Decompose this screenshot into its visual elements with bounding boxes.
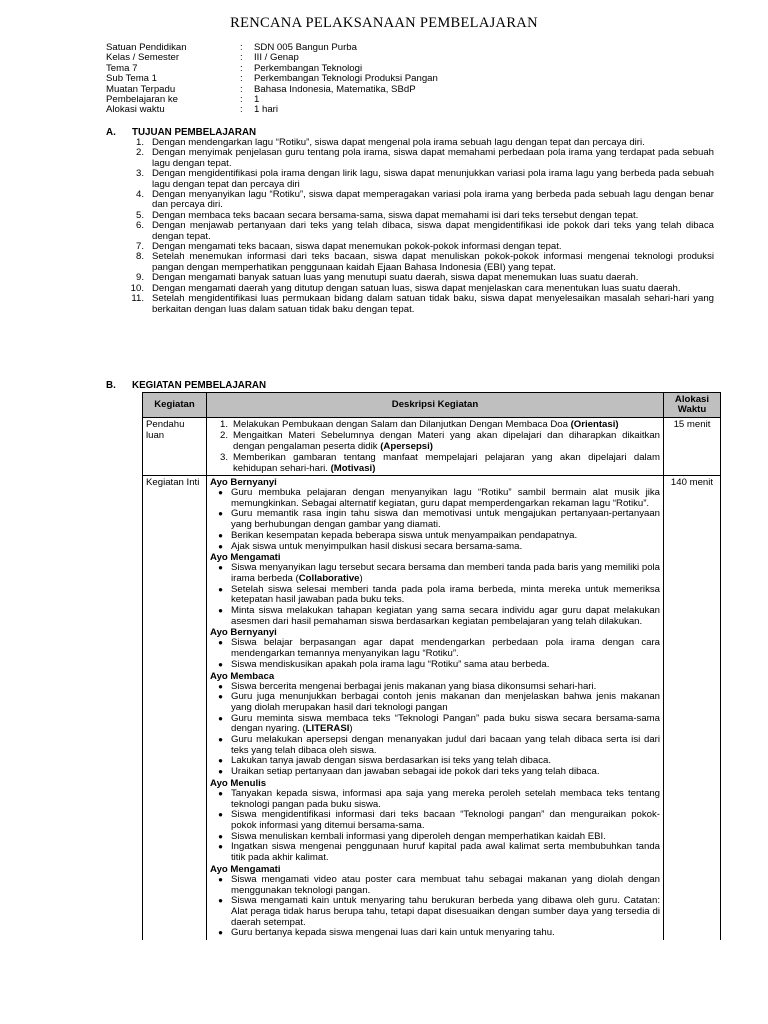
bullet-emphasis: Collaborative xyxy=(298,572,360,584)
bullet-body: Siswa menyanyikan lagu tersebut secara bersama dan memberi tanda pada baris yang memiliki pola irama berbeda ( xyxy=(231,562,660,584)
bullet-icon: ● xyxy=(218,896,223,906)
bullet-icon: ● xyxy=(218,756,223,766)
bullet-body: Siswa mengamati video atau poster cara membuat tahu sebagai makanan yang diolah dengan menggunakan teknologi pangan. xyxy=(231,873,660,896)
bullet-body: Siswa mengamati kain untuk menyaring tahu berukuran berbeda yang dibawa oleh guru. Catatan: Alat peraga tidak harus berupa tahu, tetapi dapat disesuaikan dengan sumber daya yang tersedia di daerah setempat. xyxy=(231,895,660,928)
bullet-body: Minta siswa melakukan tahapan kegiatan yang sama secara individu agar guru dapat melakukan asesmen dari hasil pemahaman siswa berdasarkan kegiatan pembelajaran yang telah dilakukan. xyxy=(231,605,660,627)
activities-table xyxy=(142,392,721,940)
bullet-icon: ● xyxy=(218,584,223,594)
bullet-icon: ● xyxy=(218,606,223,616)
bullet-icon: ● xyxy=(218,713,223,723)
section-a-letter: A. xyxy=(106,127,116,138)
activity-bullet-list xyxy=(210,563,660,627)
activity-group-title: Ayo Membaca xyxy=(210,670,275,682)
bullet-body: Guru membuka pelajaran dengan menyanyikan lagu “Rotiku” sambil bermain alat musik jika memungkinkan. Sebagai alternatif kegiatan, guru dapat memperdengarkan rekaman lagu “Rotiku”. xyxy=(231,487,660,509)
bullet-text xyxy=(231,875,660,896)
goal-number: 7. xyxy=(135,241,144,253)
bullet-text xyxy=(231,638,660,659)
bullet-text xyxy=(231,810,660,831)
bullet-text xyxy=(231,606,660,627)
goal-number: 8. xyxy=(135,251,144,263)
item-body: Memberikan gambaran tentang manfaat mempelajari pelajaran yang akan dipelajari dalam kehidupan sehari-hari. xyxy=(233,452,660,474)
goal-text: Setelah menemukan informasi dari teks bacaan, siswa dapat menuliskan pokok-pokok informasi mengenai teknologi produksi pangan dengan memperhatikan penggunaan kaidah Ejaan Bahasa Indonesia (EBI) yang tepat. xyxy=(152,251,714,273)
activity-group-title: Ayo Bernyanyi xyxy=(210,477,277,488)
bullet-text xyxy=(231,735,660,756)
item-text xyxy=(233,430,660,452)
identity-label: Muatan Terpadu xyxy=(106,83,176,95)
bullet-text xyxy=(231,714,660,735)
goal-number: 6. xyxy=(135,220,144,232)
section-a-title: TUJUAN PEMBELAJARAN xyxy=(132,127,257,138)
bullet-icon: ● xyxy=(218,530,223,540)
goal-item xyxy=(118,252,714,273)
learning-goals-list xyxy=(118,138,714,315)
bullet-icon: ● xyxy=(218,810,223,820)
bullet-icon: ● xyxy=(218,659,223,669)
goal-text: Dengan mengidentifikasi pola irama dengan lirik lagu, siswa dapat menunjukkan variasi pola irama lagu yang berbeda pada sebuah lagu dengan tepat dan percaya diri xyxy=(152,168,714,190)
activity-bullet-item xyxy=(210,585,660,606)
bullet-body: Guru meminta siswa membaca teks “Teknologi Pangan” pada buku siswa secara bersama-sama dengan nyaring. ( xyxy=(231,712,660,735)
bullet-text xyxy=(231,542,660,553)
item-body: Mengaitkan Materi Sebelumnya dengan Materi yang akan dipelajari dan diharapkan dikaitkan dengan pengalaman peserta didik xyxy=(233,430,660,452)
bullet-icon: ● xyxy=(218,509,223,519)
header-alokasi: Alokasi Waktu xyxy=(664,393,721,418)
identity-colon: : xyxy=(240,104,243,116)
goal-text: Dengan membaca teks bacaan secara bersama-sama, siswa dapat memahami isi dari teks tersebut dengan tepat. xyxy=(152,209,639,221)
table-row-inti xyxy=(143,476,721,941)
activity-bullet-item xyxy=(210,488,660,509)
bullet-icon: ● xyxy=(218,681,223,691)
activity-bullet-item xyxy=(210,714,660,735)
goal-item xyxy=(118,190,714,211)
item-number: 3. xyxy=(219,452,228,463)
goal-text: Dengan mengamati teks bacaan, siswa dapat menemukan pokok-pokok informasi dengan tepat. xyxy=(152,241,562,253)
item-body: Melakukan Pembukaan dengan Salam dan Dilanjutkan Dengan Membaca Doa xyxy=(233,419,571,430)
bullet-body: Ingatkan siswa mengenai penggunaan huruf kapital pada awal kalimat serta membubuhkan tanda titik pada akhir kalimat. xyxy=(231,841,660,864)
pendahuluan-item xyxy=(210,452,660,474)
activity-group-title: Ayo Bernyanyi xyxy=(210,627,277,639)
bullet-icon: ● xyxy=(218,541,223,551)
activity-duration: 140 menit xyxy=(664,476,721,941)
identity-colon: : xyxy=(240,83,243,95)
item-number: 2. xyxy=(219,430,228,441)
activity-bullet-item xyxy=(210,767,660,778)
activity-bullet-list xyxy=(210,488,660,552)
bullet-after: ) xyxy=(349,723,353,735)
goal-number: 10. xyxy=(130,282,144,294)
goal-item xyxy=(118,221,714,242)
bullet-icon: ● xyxy=(218,788,223,798)
pendahuluan-item xyxy=(210,419,660,430)
activity-bullet-item xyxy=(210,563,660,584)
bullet-text xyxy=(231,928,660,939)
goal-number: 4. xyxy=(135,189,144,201)
activity-bullet-item xyxy=(210,692,660,713)
activity-group-title: Ayo Mengamati xyxy=(210,863,281,875)
item-number: 1. xyxy=(219,419,228,430)
bullet-icon: ● xyxy=(218,842,223,852)
goal-text: Setelah mengidentifikasi luas permukaan bidang dalam satuan tidak baku, siswa dapat menyelesaikan masalah sehari-hari yang berkaitan dengan luas dalam satuan tidak baku dengan tepat. xyxy=(152,293,714,315)
item-emphasis: (Orientasi) xyxy=(570,419,619,430)
activity-bullet-item xyxy=(210,735,660,756)
bullet-icon: ● xyxy=(218,563,223,573)
bullet-body: Siswa bercerita mengenai berbagai jenis makanan yang biasa dikonsumsi sehari-hari. xyxy=(231,680,597,692)
identity-colon: : xyxy=(240,93,243,105)
activity-bullet-item xyxy=(210,789,660,810)
bullet-body: Siswa menuliskan kembali informasi yang diperoleh dengan memperhatikan kaidah EBI. xyxy=(231,830,606,842)
activity-group-title: Ayo Mengamati xyxy=(210,552,281,564)
activity-bullet-item xyxy=(210,606,660,627)
bullet-text xyxy=(231,692,660,713)
bullet-text xyxy=(231,563,660,584)
activity-group-title: Ayo Menulis xyxy=(210,777,267,789)
item-text xyxy=(233,419,660,430)
goal-number: 1. xyxy=(135,137,144,148)
bullet-text xyxy=(231,896,660,928)
bullet-text xyxy=(231,585,660,606)
identity-label: Pembelajaran ke xyxy=(106,93,178,105)
bullet-icon: ● xyxy=(218,735,223,745)
activity-name: Kegiatan Inti xyxy=(143,476,207,941)
goal-number: 11. xyxy=(131,293,144,305)
document-title: RENCANA PELAKSANAAN PEMBELAJARAN xyxy=(230,15,538,31)
identity-label: Alokasi waktu xyxy=(106,104,165,116)
identity-label: Sub Tema 1 xyxy=(106,73,158,85)
goal-item xyxy=(118,294,714,315)
bullet-icon: ● xyxy=(218,928,223,938)
identity-label: Satuan Pendidikan xyxy=(106,42,187,53)
item-emphasis: (Motivasi) xyxy=(330,463,376,474)
identity-value: Bahasa Indonesia, Matematika, SBdP xyxy=(254,83,416,95)
identity-label: Tema 7 xyxy=(106,62,138,74)
bullet-icon: ● xyxy=(218,831,223,841)
bullet-icon: ● xyxy=(218,874,223,884)
bullet-emphasis: LITERASI xyxy=(305,723,350,735)
identity-value: 1 xyxy=(254,93,260,105)
identity-colon: : xyxy=(240,52,243,64)
activity-bullet-item xyxy=(210,660,660,671)
activity-description xyxy=(207,418,664,476)
pendahuluan-item xyxy=(210,430,660,452)
pendahuluan-list xyxy=(210,419,660,474)
activity-bullet-list xyxy=(210,682,660,778)
bullet-body: Ajak siswa untuk menyimpulkan hasil diskusi secara bersama-sama. xyxy=(231,540,523,552)
bullet-body: Siswa belajar berpasangan agar dapat mendengarkan perbedaan pola irama dengan cara mendengarkan temannya menyanyikan lagu “Rotiku”. xyxy=(231,637,660,660)
bullet-icon: ● xyxy=(218,692,223,702)
bullet-text xyxy=(231,509,660,530)
bullet-icon: ● xyxy=(218,767,223,777)
identity-block xyxy=(106,43,438,116)
bullet-text xyxy=(231,789,660,810)
identity-value: Perkembangan Teknologi xyxy=(254,62,363,74)
bullet-text xyxy=(231,767,660,778)
goal-text: Dengan menyanyikan lagu “Rotiku”, siswa dapat memperagakan variasi pola irama yang berbeda pada sebuah lagu dengan benar dan percaya diri. xyxy=(152,189,714,211)
identity-colon: : xyxy=(240,62,243,74)
identity-colon: : xyxy=(240,73,243,85)
goal-number: 2. xyxy=(135,147,144,159)
bullet-text xyxy=(231,842,660,863)
bullet-body: Guru melakukan apersepsi dengan menanyakan judul dari bacaan yang telah dibaca serta isi dari teks yang telah dibaca oleh siswa. xyxy=(231,734,660,756)
activity-bullet-item xyxy=(210,509,660,530)
bullet-body: Siswa mengidentifikasi informasi dari teks bacaan “Teknologi pangan” dan menguraikan pokok-pokok informasi yang ditemui bersama-sama. xyxy=(231,809,660,831)
bullet-body: Lakukan tanya jawab dengan siswa berdasarkan isi teks yang telah dibaca. xyxy=(231,755,551,767)
identity-label: Kelas / Semester xyxy=(106,52,180,64)
activity-bullet-item xyxy=(210,810,660,831)
activity-bullet-item xyxy=(210,842,660,863)
goal-number: 5. xyxy=(135,209,144,221)
goal-number: 9. xyxy=(135,272,144,284)
bullet-after: ) xyxy=(359,572,363,584)
activity-bullet-item xyxy=(210,875,660,896)
bullet-body: Tanyakan kepada siswa, informasi apa saja yang mereka peroleh setelah membaca teks tentang teknologi pangan pada buku siswa. xyxy=(231,787,660,810)
bullet-icon: ● xyxy=(218,638,223,648)
activity-bullet-list xyxy=(210,789,660,864)
goal-text: Dengan mengamati banyak satuan luas yang menutupi suatu daerah, siswa dapat menemukan luas suatu daerah. xyxy=(152,272,639,284)
header-kegiatan: Kegiatan xyxy=(143,393,207,418)
header-deskripsi: Deskripsi Kegiatan xyxy=(207,393,664,418)
table-header-row xyxy=(143,393,721,418)
table-row-pendahuluan xyxy=(143,418,721,476)
bullet-body: Setelah siswa selesai memberi tanda pada pola irama berbeda, minta mereka untuk memeriksa ketepatan hasil jawaban pada buku teks. xyxy=(231,583,660,606)
activity-duration: 15 menit xyxy=(664,418,721,476)
identity-value: SDN 005 Bangun Purba xyxy=(254,42,357,53)
section-b-heading xyxy=(106,380,266,391)
activity-bullet-list xyxy=(210,875,660,939)
bullet-body: Siswa mendiskusikan apakah pola irama lagu “Rotiku” sama atau berbeda. xyxy=(231,658,550,670)
identity-row xyxy=(106,105,438,115)
identity-value: III / Genap xyxy=(254,52,299,64)
goal-text: Dengan mengamati daerah yang ditutup dengan satuan luas, siswa dapat menjelaskan cara menentukan luas suatu daerah. xyxy=(152,282,681,294)
activity-bullet-item xyxy=(210,638,660,659)
goal-text: Dengan mendengarkan lagu “Rotiku”, siswa dapat mengenal pola irama sebuah lagu dengan tepat dan percaya diri. xyxy=(152,137,645,148)
activity-bullet-item xyxy=(210,542,660,553)
identity-value: 1 hari xyxy=(254,104,278,116)
bullet-body: Guru juga menunjukkan berbagai contoh jenis makanan dan menjelaskan bahwa jenis makanan yang diolah merupakan hasil dari teknologi pangan xyxy=(231,691,660,713)
section-b-letter: B. xyxy=(106,380,116,391)
section-b-title: KEGIATAN PEMBELAJARAN xyxy=(132,380,267,391)
bullet-body: Uraikan setiap pertanyaan dan jawaban sebagai ide pokok dari teks yang telah dibaca. xyxy=(231,766,600,778)
activity-bullet-list xyxy=(210,638,660,670)
identity-value: Perkembangan Teknologi Produksi Pangan xyxy=(254,73,438,85)
bullet-text xyxy=(231,488,660,509)
bullet-body: Berikan kesempatan kepada beberapa siswa untuk menyampaikan pendapatnya. xyxy=(231,529,578,541)
goal-text: Dengan menyimak penjelasan guru tentang pola irama, siswa dapat memahami perbedaan pola irama yang terdapat pada sebuah lagu dengan tepat. xyxy=(152,147,714,169)
identity-colon: : xyxy=(240,42,243,53)
bullet-body: Guru memantik rasa ingin tahu siswa dan memotivasi untuk mengajukan pertanyaan-pertanyaan yang berhubungan dengan gambar yang diamati. xyxy=(231,508,660,531)
bullet-icon: ● xyxy=(218,488,223,497)
goal-item xyxy=(118,148,714,169)
activity-name: Pendahu luan xyxy=(143,418,207,476)
bullet-text xyxy=(231,660,660,671)
activity-bullet-item xyxy=(210,896,660,928)
bullet-body: Guru bertanya kepada siswa mengenai luas dari kain untuk menyaring tahu. xyxy=(231,927,555,939)
goal-item xyxy=(118,169,714,190)
item-text xyxy=(233,452,660,474)
item-emphasis: (Apersepsi) xyxy=(380,441,433,452)
goal-number: 3. xyxy=(135,168,144,180)
activity-bullet-item xyxy=(210,928,660,939)
activity-description xyxy=(207,476,664,941)
identity-row xyxy=(106,74,438,84)
goal-text: Dengan menjawab pertanyaan dari teks yang telah dibaca, siswa dapat mengidentifikasi ide pokok dari teks yang telah dibaca dengan tepat. xyxy=(152,220,714,242)
